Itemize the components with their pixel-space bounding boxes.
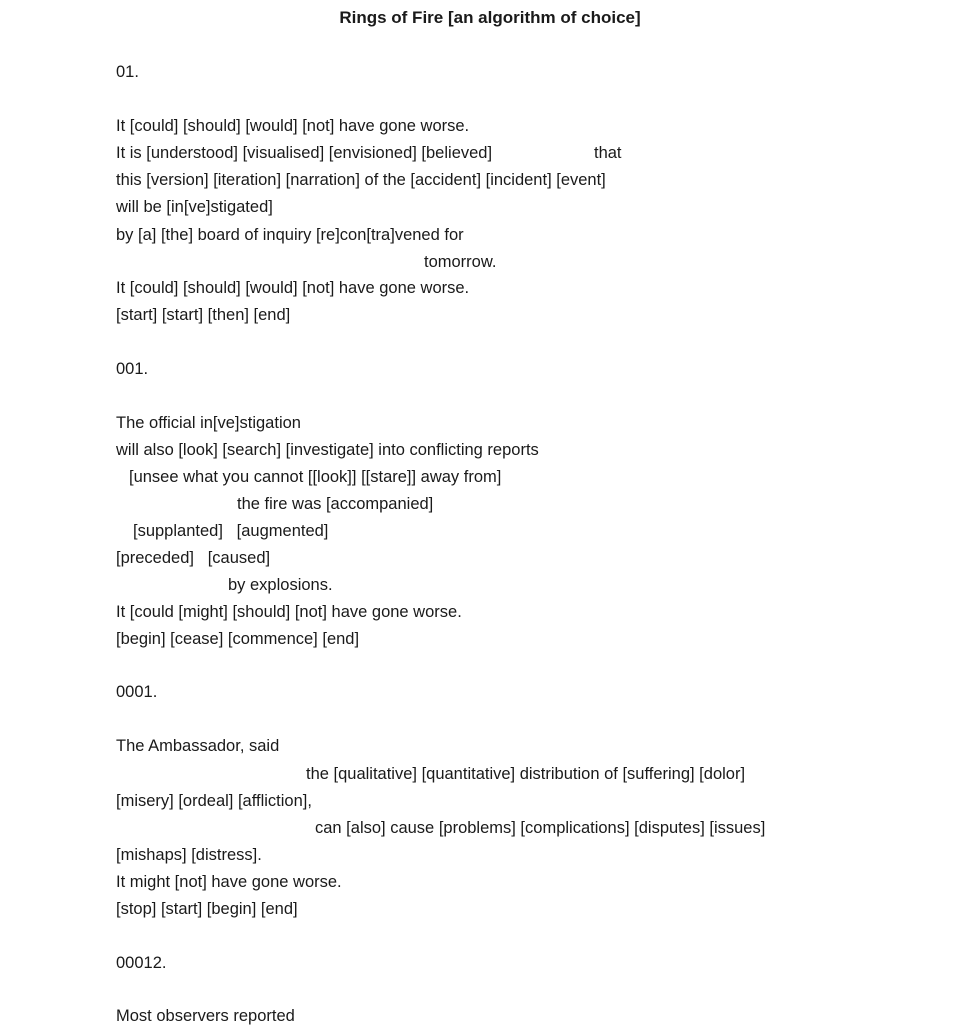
poem-line: It [could [might] [should] [not] have gone worse. bbox=[116, 603, 462, 621]
poem-line: [misery] [ordeal] [affliction], bbox=[116, 792, 312, 810]
poem-line: Most observers reported bbox=[116, 1007, 295, 1025]
document-title: Rings of Fire [an algorithm of choice] bbox=[339, 8, 641, 27]
poem-line: [preceded] [caused] bbox=[116, 549, 271, 567]
poem-line: will be [in[ve]stigated] bbox=[116, 198, 273, 216]
poem-line: the fire was [accompanied] bbox=[237, 495, 434, 513]
section-number: 0001. bbox=[116, 683, 158, 701]
poem-line: The Ambassador, said bbox=[116, 737, 280, 755]
poem-line: that bbox=[594, 144, 622, 162]
poem-line: will also [look] [search] [investigate] into conflicting reports bbox=[116, 441, 539, 459]
poem-line: can [also] cause [problems] [complications] [disputes] [issues] bbox=[315, 819, 766, 837]
poem-line: the [qualitative] [quantitative] distribution of [suffering] [dolor] bbox=[306, 765, 746, 783]
poem-line: [supplanted] [augmented] bbox=[133, 522, 329, 540]
poem-line: It is [understood] [visualised] [envisioned] [believed] bbox=[116, 144, 493, 162]
poem-line: The official in[ve]stigation bbox=[116, 414, 301, 432]
poem-line: It might [not] have gone worse. bbox=[116, 873, 342, 891]
poem-line: tomorrow. bbox=[424, 253, 497, 271]
poem-line: [stop] [start] [begin] [end] bbox=[116, 900, 298, 918]
poem-line: [begin] [cease] [commence] [end] bbox=[116, 630, 360, 648]
poem-line: this [version] [iteration] [narration] of the [accident] [incident] [event] bbox=[116, 171, 606, 189]
poem-line: [mishaps] [distress]. bbox=[116, 846, 262, 864]
poem-line: by [a] [the] board of inquiry [re]con[tra]vened for bbox=[116, 226, 464, 244]
poem-line: [start] [start] [then] [end] bbox=[116, 306, 291, 324]
poem-line: by explosions. bbox=[228, 576, 333, 594]
poem-line: It [could] [should] [would] [not] have gone worse. bbox=[116, 117, 470, 135]
section-number: 001. bbox=[116, 360, 149, 378]
poem-line: It [could] [should] [would] [not] have gone worse. bbox=[116, 279, 470, 297]
poem-line: [unsee what you cannot [[look]] [[stare]] away from] bbox=[129, 468, 502, 486]
section-number: 00012. bbox=[116, 954, 167, 972]
section-number: 01. bbox=[116, 63, 139, 81]
